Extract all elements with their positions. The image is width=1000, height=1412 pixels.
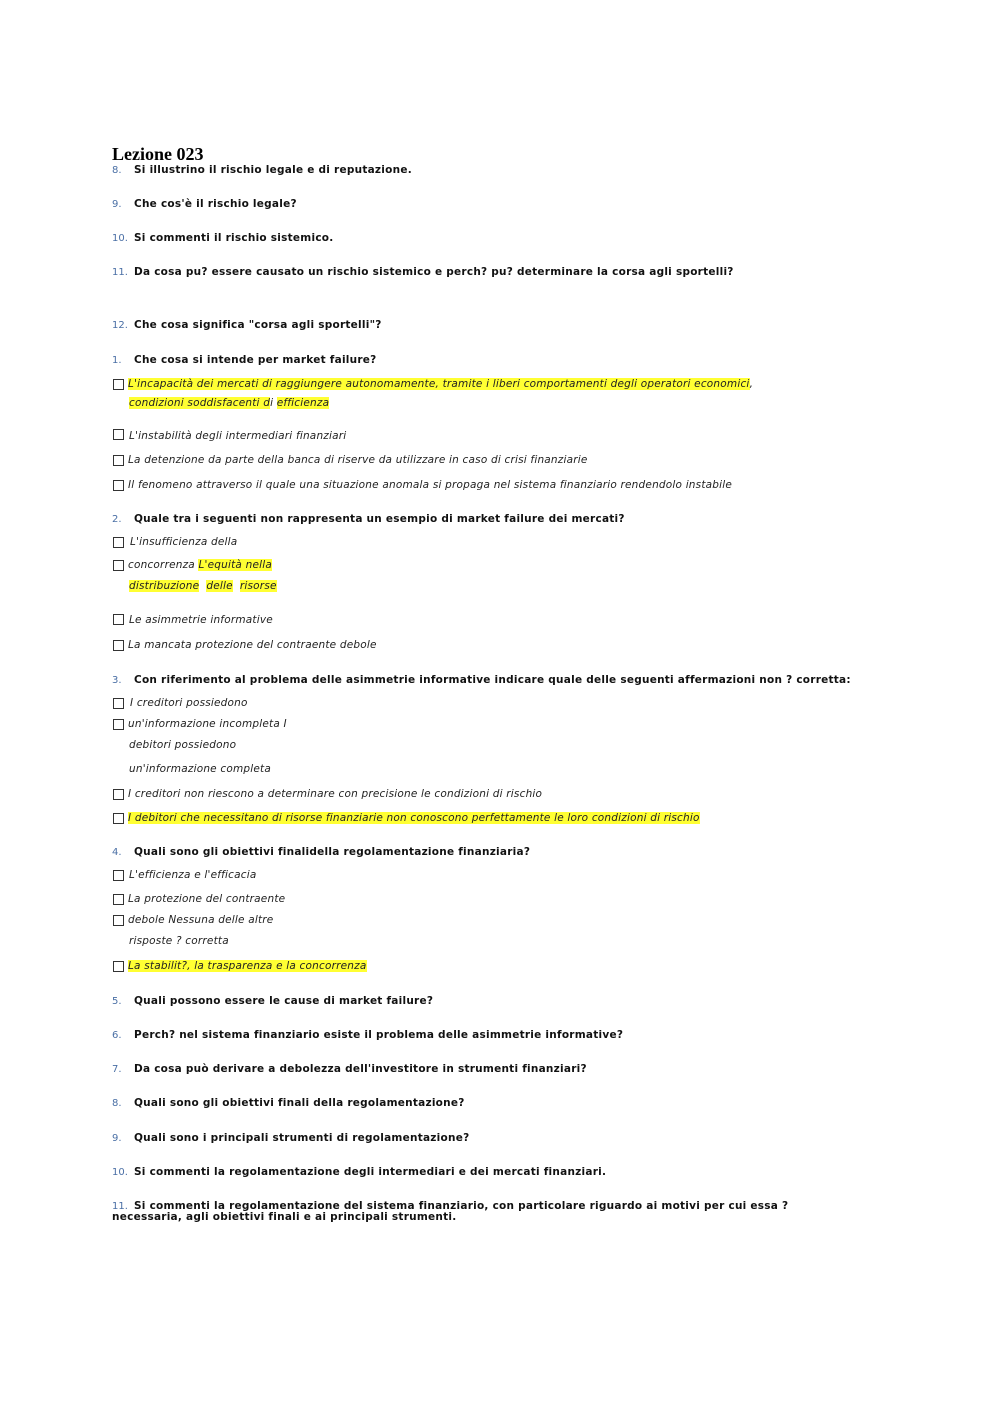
answer-option [128, 378, 753, 390]
answer-option-continuation [129, 580, 277, 592]
answer-option: Il fenomeno attraverso il quale una situazione anomala si propaga nel sistema finanziario rendendolo instabile [128, 479, 733, 491]
question-number: 6. [112, 1030, 122, 1041]
question-number: 11. [112, 1201, 128, 1212]
answer-checkbox[interactable] [113, 915, 124, 926]
question-number: 9. [112, 1133, 122, 1144]
question-text: Si illustrino il rischio legale e di reputazione. [134, 164, 412, 176]
answer-option: L'insufficienza della [130, 536, 238, 548]
answer-option [128, 559, 272, 571]
answer-checkbox[interactable] [113, 480, 124, 491]
answer-option: debole Nessuna delle altre [128, 914, 274, 926]
answer-option-highlighted: I debitori che necessitano di risorse finanziarie non conoscono perfettamente le loro condizioni di rischio [128, 812, 700, 824]
answer-option-highlighted: distribuzione [129, 580, 200, 592]
question-number: 5. [112, 996, 122, 1007]
answer-checkbox[interactable] [113, 560, 124, 571]
answer-checkbox[interactable] [113, 789, 124, 800]
question-text: Da cosa può derivare a debolezza dell'investitore in strumenti finanziari? [134, 1063, 587, 1075]
answer-checkbox[interactable] [113, 640, 124, 651]
answer-option-continuation: debitori possiedono [129, 739, 237, 751]
answer-option-text: i [270, 397, 277, 409]
answer-checkbox[interactable] [113, 614, 124, 625]
answer-option: L'instabilità degli intermediari finanziari [129, 430, 347, 442]
question-text: Si commenti la regolamentazione del sistema finanziario, con particolare riguardo ai motivi per cui essa ? [134, 1200, 789, 1212]
answer-option: Le asimmetrie informative [129, 614, 273, 626]
answer-option: La mancata protezione del contraente debole [128, 639, 377, 651]
question-number: 10. [112, 233, 128, 244]
answer-option-highlighted: L'incapacità dei mercati di raggiungere autonomamente, tramite i liberi comportamenti degli operatori economici [128, 378, 750, 390]
question-text: Con riferimento al problema delle asimmetrie informative indicare quale delle seguenti affermazioni non ? corretta: [134, 674, 851, 686]
question-text: Si commenti il rischio sistemico. [134, 232, 334, 244]
question-number: 4. [112, 847, 122, 858]
question-text: Quali sono gli obiettivi finali della regolamentazione? [134, 1097, 465, 1109]
answer-option: I creditori non riescono a determinare con precisione le condizioni di rischio [128, 788, 543, 800]
answer-checkbox[interactable] [113, 894, 124, 905]
answer-checkbox[interactable] [113, 870, 124, 881]
answer-checkbox[interactable] [113, 719, 124, 730]
question-number: 2. [112, 514, 122, 525]
answer-option: La detenzione da parte della banca di riserve da utilizzare in caso di crisi finanziarie [128, 454, 588, 466]
answer-option-text: concorrenza [128, 559, 199, 571]
question-text: Quali sono gli obiettivi finalidella regolamentazione finanziaria? [134, 846, 531, 858]
answer-checkbox[interactable] [113, 961, 124, 972]
answer-checkbox[interactable] [113, 537, 124, 548]
answer-checkbox[interactable] [113, 455, 124, 466]
answer-option: I creditori possiedono [130, 697, 248, 709]
answer-option-continuation: risposte ? corretta [129, 935, 229, 947]
answer-option: un'informazione incompleta I [128, 718, 287, 730]
question-number: 8. [112, 165, 122, 176]
question-number: 9. [112, 199, 122, 210]
question-text: Che cosa significa "corsa agli sportelli"? [134, 319, 382, 331]
question-number: 10. [112, 1167, 128, 1178]
answer-option-highlighted: La stabilit?, la trasparenza e la concorrenza [128, 960, 367, 972]
answer-option: La protezione del contraente [128, 893, 286, 905]
answer-checkbox[interactable] [113, 698, 124, 709]
question-number: 3. [112, 675, 122, 686]
question-number: 1. [112, 355, 122, 366]
answer-option-highlighted: condizioni soddisfacenti d [129, 397, 271, 409]
question-number: 8. [112, 1098, 122, 1109]
answer-checkbox[interactable] [113, 813, 124, 824]
question-number: 12. [112, 320, 128, 331]
question-number: 11. [112, 267, 128, 278]
answer-option: L'efficienza e l'efficacia [129, 869, 257, 881]
answer-checkbox[interactable] [113, 379, 124, 390]
answer-option-continuation: un'informazione completa [129, 763, 271, 775]
answer-option-highlighted: L'equità nella [198, 559, 272, 571]
question-text: Quale tra i seguenti non rappresenta un esempio di market failure dei mercati? [134, 513, 625, 525]
question-text: Che cos'è il rischio legale? [134, 198, 297, 210]
question-text: Quali possono essere le cause di market failure? [134, 995, 434, 1007]
question-text: Si commenti la regolamentazione degli intermediari e dei mercati finanziari. [134, 1166, 607, 1178]
question-number: 7. [112, 1064, 122, 1075]
answer-option-punctuation: , [749, 378, 754, 390]
answer-option-highlighted: efficienza [276, 397, 330, 409]
question-text: Perch? nel sistema finanziario esiste il problema delle asimmetrie informative? [134, 1029, 624, 1041]
answer-checkbox[interactable] [113, 429, 124, 440]
answer-option-highlighted: risorse [239, 580, 277, 592]
question-text: Quali sono i principali strumenti di regolamentazione? [134, 1132, 470, 1144]
answer-option-continuation [129, 397, 329, 409]
question-text: Che cosa si intende per market failure? [134, 354, 377, 366]
page-title: Lezione 023 [112, 144, 204, 164]
answer-option-highlighted: delle [206, 580, 233, 592]
question-text: Da cosa pu? essere causato un rischio sistemico e perch? pu? determinare la corsa agli sportelli? [134, 266, 734, 278]
question-text-continuation: necessaria, agli obiettivi finali e ai principali strumenti. [112, 1211, 457, 1223]
